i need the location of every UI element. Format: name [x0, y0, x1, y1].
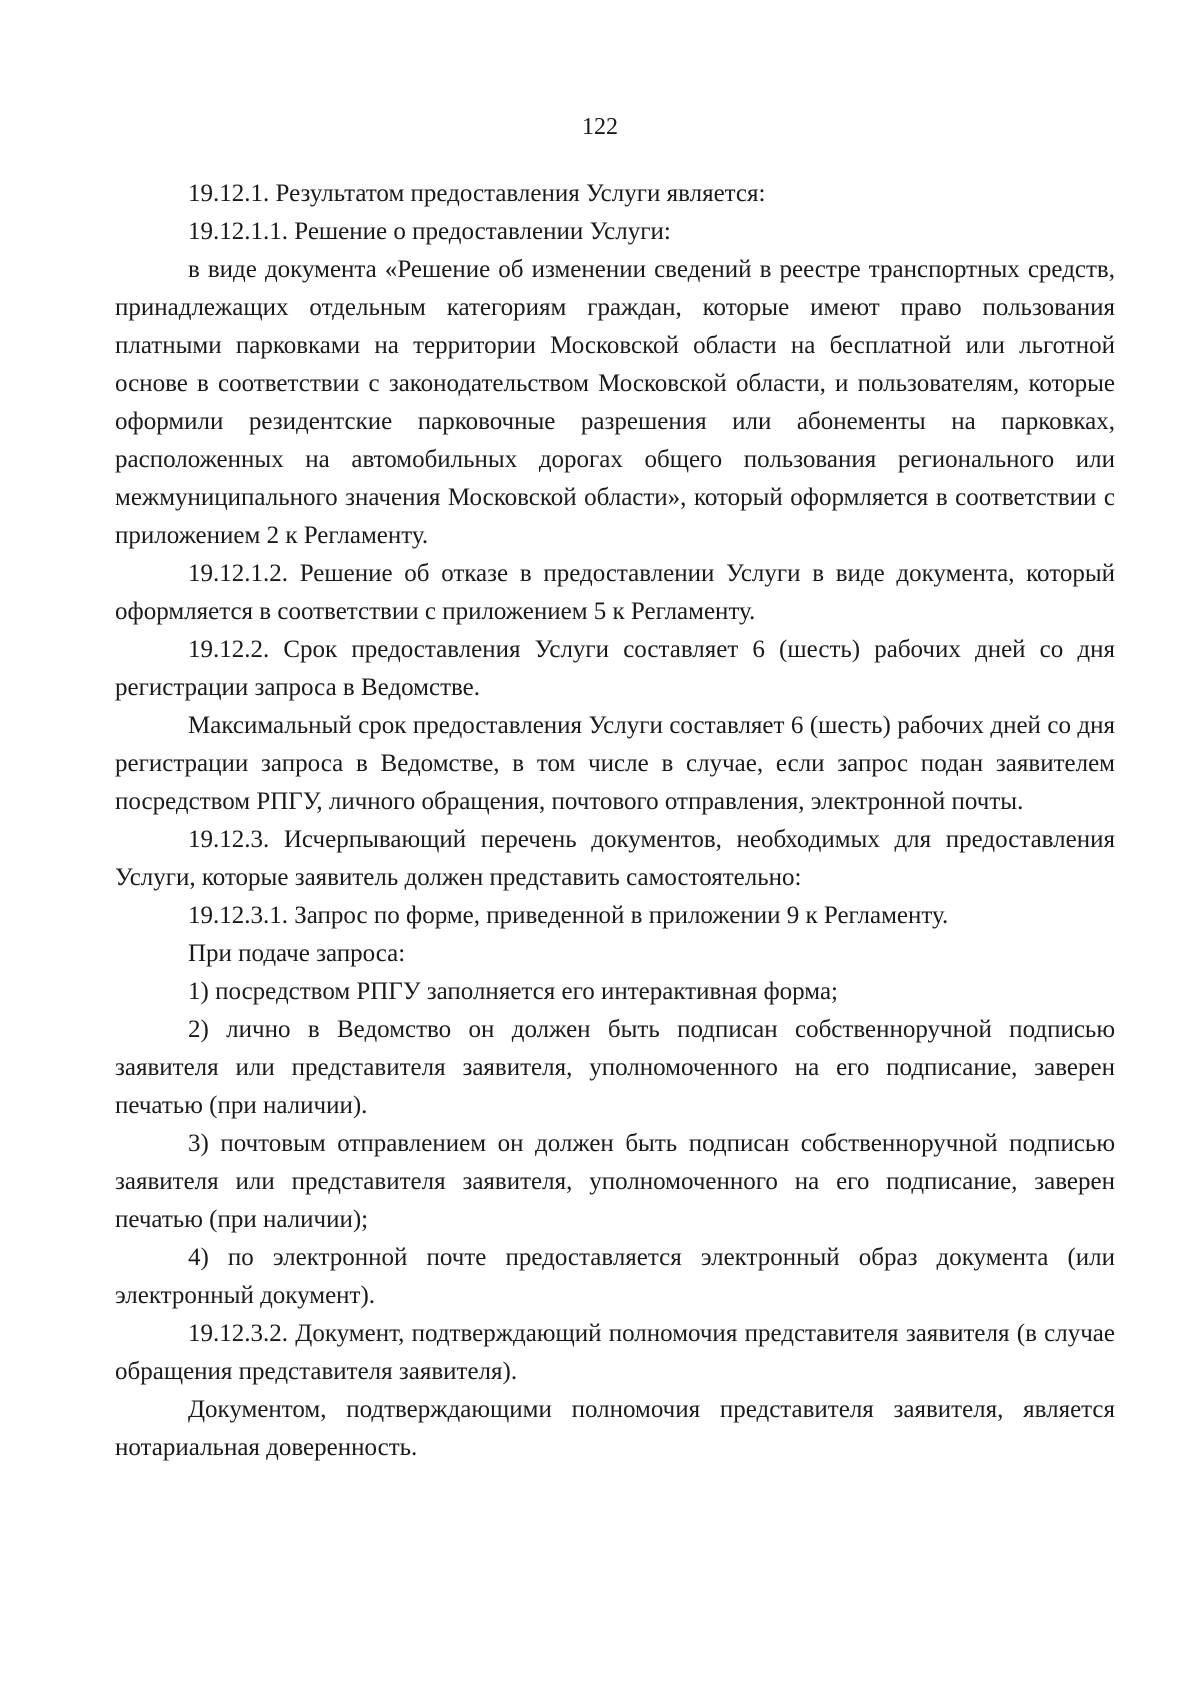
paragraph: При подаче запроса:	[188, 940, 406, 967]
paragraph: 19.12.3. Исчерпывающий перечень документов, необходимых для предоставления Услуги, которые заявитель должен представить самостоятельно:	[115, 826, 1115, 891]
page-number: 122	[582, 114, 618, 140]
paragraph: в виде документа «Решение об изменении сведений в реестре транспортных средств, принадлежащих отдельным категориям граждан, которые имеют право пользования платными парковками на территории Московской области на бесплатной или льготной основе в соответствии с законодательством Московской области, и пользователям, которые оформили резидентские парковочные разрешения или абонементы на парковках, расположенных на автомобильных дорогах общего пользования регионального или межмуниципального значения Московской области», который оформляется в соответствии с приложением 2 к Регламенту.	[115, 256, 1115, 549]
paragraph: 4) по электронной почте предоставляется электронный образ документа (или электронный документ).	[115, 1244, 1115, 1309]
paragraph: 19.12.3.1. Запрос по форме, приведенной в приложении 9 к Регламенту.	[188, 902, 949, 929]
paragraph: 19.12.1.1. Решение о предоставлении Услуги:	[188, 218, 671, 245]
document-body	[115, 175, 1115, 1467]
paragraph: 19.12.2. Срок предоставления Услуги составляет 6 (шесть) рабочих дней со дня регистрации запроса в Ведомстве.	[115, 636, 1115, 701]
paragraph: 19.12.3.2. Документ, подтверждающий полномочия представителя заявителя (в случае обращения представителя заявителя).	[115, 1320, 1115, 1385]
paragraph: 1) посредством РПГУ заполняется его интерактивная форма;	[188, 978, 838, 1005]
paragraph: Документом, подтверждающими полномочия представителя заявителя, является нотариальная доверенность.	[115, 1396, 1115, 1461]
paragraph: 3) почтовым отправлением он должен быть подписан собственноручной подписью заявителя или представителя заявителя, уполномоченного на его подписание, заверен печатью (при наличии);	[115, 1130, 1115, 1233]
paragraph: Максимальный срок предоставления Услуги составляет 6 (шесть) рабочих дней со дня регистрации запроса в Ведомстве, в том числе в случае, если запрос подан заявителем посредством РПГУ, личного обращения, почтового отправления, электронной почты.	[115, 712, 1115, 815]
paragraph: 2) лично в Ведомство он должен быть подписан собственноручной подписью заявителя или представителя заявителя, уполномоченного на его подписание, заверен печатью (при наличии).	[115, 1016, 1115, 1119]
paragraph: 19.12.1. Результатом предоставления Услуги является:	[188, 180, 766, 207]
paragraph: 19.12.1.2. Решение об отказе в предоставлении Услуги в виде документа, который оформляется в соответствии с приложением 5 к Регламенту.	[115, 560, 1115, 625]
